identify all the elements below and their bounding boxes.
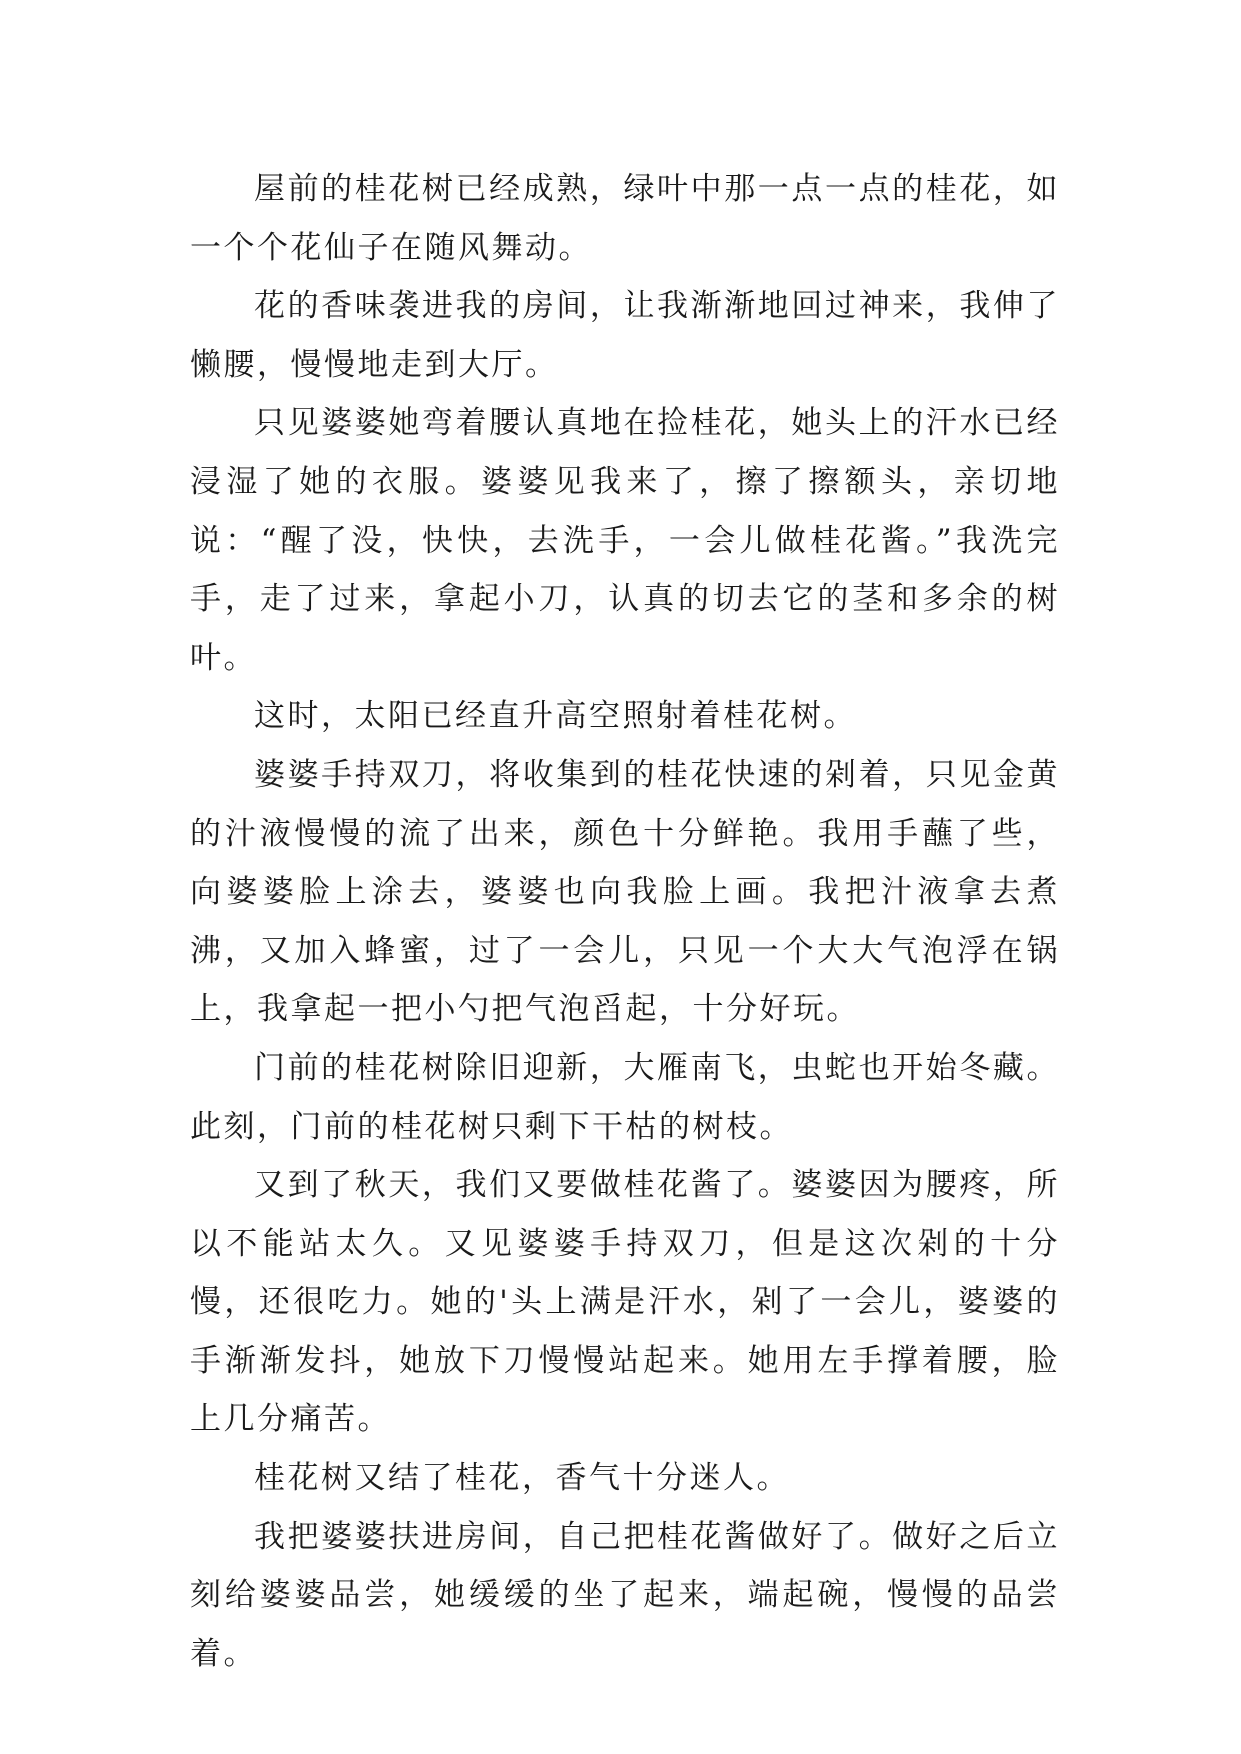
paragraph-1: 屋前的桂花树已经成熟，绿叶中那一点一点的桂花，如一个个花仙子在随风舞动。 [190,171,1060,266]
paragraph-4: 这时，太阳已经直升高空照射着桂花树。 [254,698,857,735]
document-body [190,160,1060,1683]
paragraph-3: 只见婆婆她弯着腰认真地在捡桂花，她头上的汗水已经浸湿了她的衣服。婆婆见我来了，擦了擦额头，亲切地说：“醒了没，快快，去洗手，一会儿做桂花酱。”我洗完手，走了过来，拿起小刀，认真的切去它的茎和多余的树叶。 [190,405,1060,676]
paragraph-7: 又到了秋天，我们又要做桂花酱了。婆婆因为腰疼，所以不能站太久。又见婆婆手持双刀，但是这次剁的十分慢，还很吃力。她的'头上满是汗水，剁了一会儿，婆婆的手渐渐发抖，她放下刀慢慢站起来。她用左手撑着腰，脸上几分痛苦。 [190,1167,1060,1438]
paragraph-6: 门前的桂花树除旧迎新，大雁南飞，虫蛇也开始冬藏。此刻，门前的桂花树只剩下干枯的树枝。 [190,1049,1060,1145]
paragraph-2: 花的香味袭进我的房间，让我渐渐地回过神来，我伸了懒腰，慢慢地走到大厅。 [190,288,1060,383]
paragraph-9: 我把婆婆扶进房间，自己把桂花酱做好了。做好之后立刻给婆婆品尝，她缓缓的坐了起来，端起碗，慢慢的品尝着。 [190,1518,1060,1672]
paragraph-8: 桂花树又结了桂花，香气十分迷人。 [254,1460,790,1497]
paragraph-5: 婆婆手持双刀，将收集到的桂花快速的剁着，只见金黄的汁液慢慢的流了出来，颜色十分鲜艳。我用手蘸了些，向婆婆脸上涂去，婆婆也向我脸上画。我把汁液拿去煮沸，又加入蜂蜜，过了一会儿，只见一个大大气泡浮在锅上，我拿起一把小勺把气泡舀起，十分好玩。 [190,756,1060,1028]
